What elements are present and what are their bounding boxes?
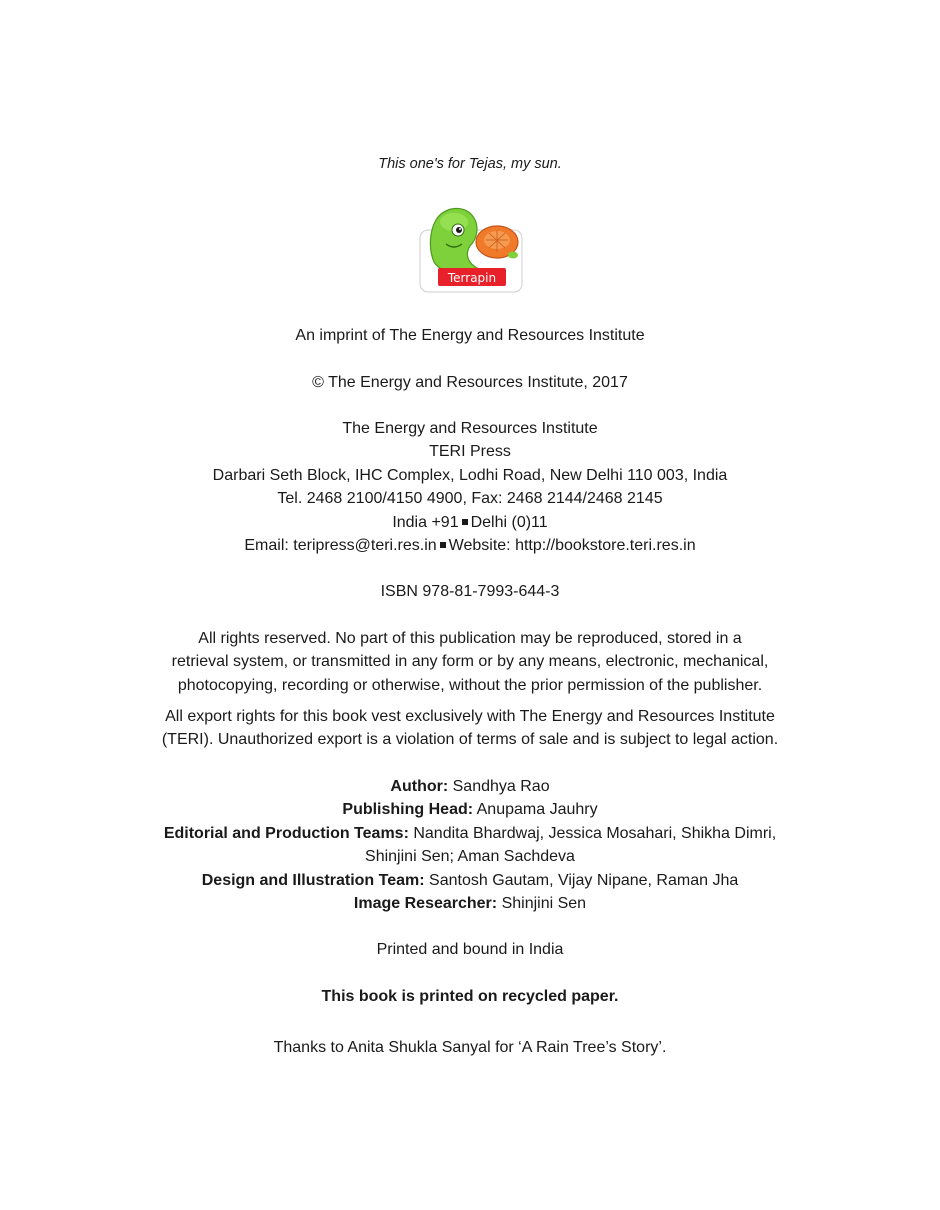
rights-line: All rights reserved. No part of this publication may be reproduced, stored in a (198, 630, 742, 647)
address-line: The Energy and Resources Institute (342, 420, 598, 437)
credit-value: Santosh Gautam, Vijay Nipane, Raman Jha (429, 871, 739, 889)
credit-label: Editorial and Production Teams: (163, 824, 409, 842)
credit-label: Publishing Head: (342, 801, 474, 819)
recycled-paper-note: This book is printed on recycled paper. (321, 988, 619, 1005)
credit-publishing-head (0, 798, 940, 821)
export-paragraph (0, 705, 940, 752)
export-line: All export rights for this book vest exclusively with The Energy and Resources Institute (165, 708, 775, 725)
credit-value: Shinjini Sen (501, 895, 587, 913)
rights-line: photocopying, recording or otherwise, without the prior permission of the publisher. (177, 676, 763, 694)
city-code: Delhi (0)11 (470, 513, 548, 531)
credit-label: Author: (390, 778, 449, 795)
credit-value: Anupama Jauhry (476, 801, 598, 819)
credit-value: Sandhya Rao (452, 778, 550, 795)
printed-line: Printed and bound in India (376, 941, 564, 958)
credit-label: Design and Illustration Team: (201, 871, 425, 889)
acknowledgement: Thanks to Anita Shukla Sanyal for ‘A Rain Tree’s Story’. (273, 1039, 667, 1056)
rights-paragraph (0, 627, 940, 697)
copyright-line: © The Energy and Resources Institute, 2017 (312, 374, 628, 391)
rights-line: retrieval system, or transmitted in any form or by any means, electronic, mechanical, (171, 653, 769, 671)
isbn: ISBN 978-81-7993-644-3 (380, 583, 560, 600)
address-line: TERI Press (429, 443, 511, 461)
logo-text: Terrapin (447, 271, 497, 285)
address-line: Darbari Seth Block, IHC Complex, Lodhi Road, New Delhi 110 003, India (212, 466, 728, 484)
credit-value: Nandita Bhardwaj, Jessica Mosahari, Shikha Dimri, (413, 824, 777, 842)
website-text: Website: http://bookstore.teri.res.in (448, 537, 696, 555)
publisher-address (0, 417, 940, 557)
square-bullet-icon (440, 542, 446, 548)
imprint-line: An imprint of The Energy and Resources Institute (295, 327, 645, 344)
credit-author (0, 775, 940, 798)
email-text: Email: teripress@teri.res.in (244, 537, 437, 555)
dedication: This one's for Tejas, my sun. (378, 156, 562, 172)
credit-image-researcher (0, 892, 940, 915)
credit-editorial-cont: Shinjini Sen; Aman Sachdeva (365, 848, 575, 866)
terrapin-logo (414, 200, 526, 296)
dialing-codes (0, 511, 940, 534)
contact-line (0, 534, 940, 557)
export-line: (TERI). Unauthorized export is a violation of terms of sale and is subject to legal action. (161, 731, 779, 749)
turtle-logo-icon (414, 200, 526, 296)
credit-label: Image Researcher: (353, 895, 498, 913)
credit-editorial (0, 822, 940, 845)
square-bullet-icon (462, 519, 468, 525)
credit-design (0, 869, 940, 892)
country-code: India +91 (392, 513, 459, 531)
credits (0, 775, 940, 915)
phone-line: Tel. 2468 2100/4150 4900, Fax: 2468 2144/2468 2145 (277, 490, 663, 508)
